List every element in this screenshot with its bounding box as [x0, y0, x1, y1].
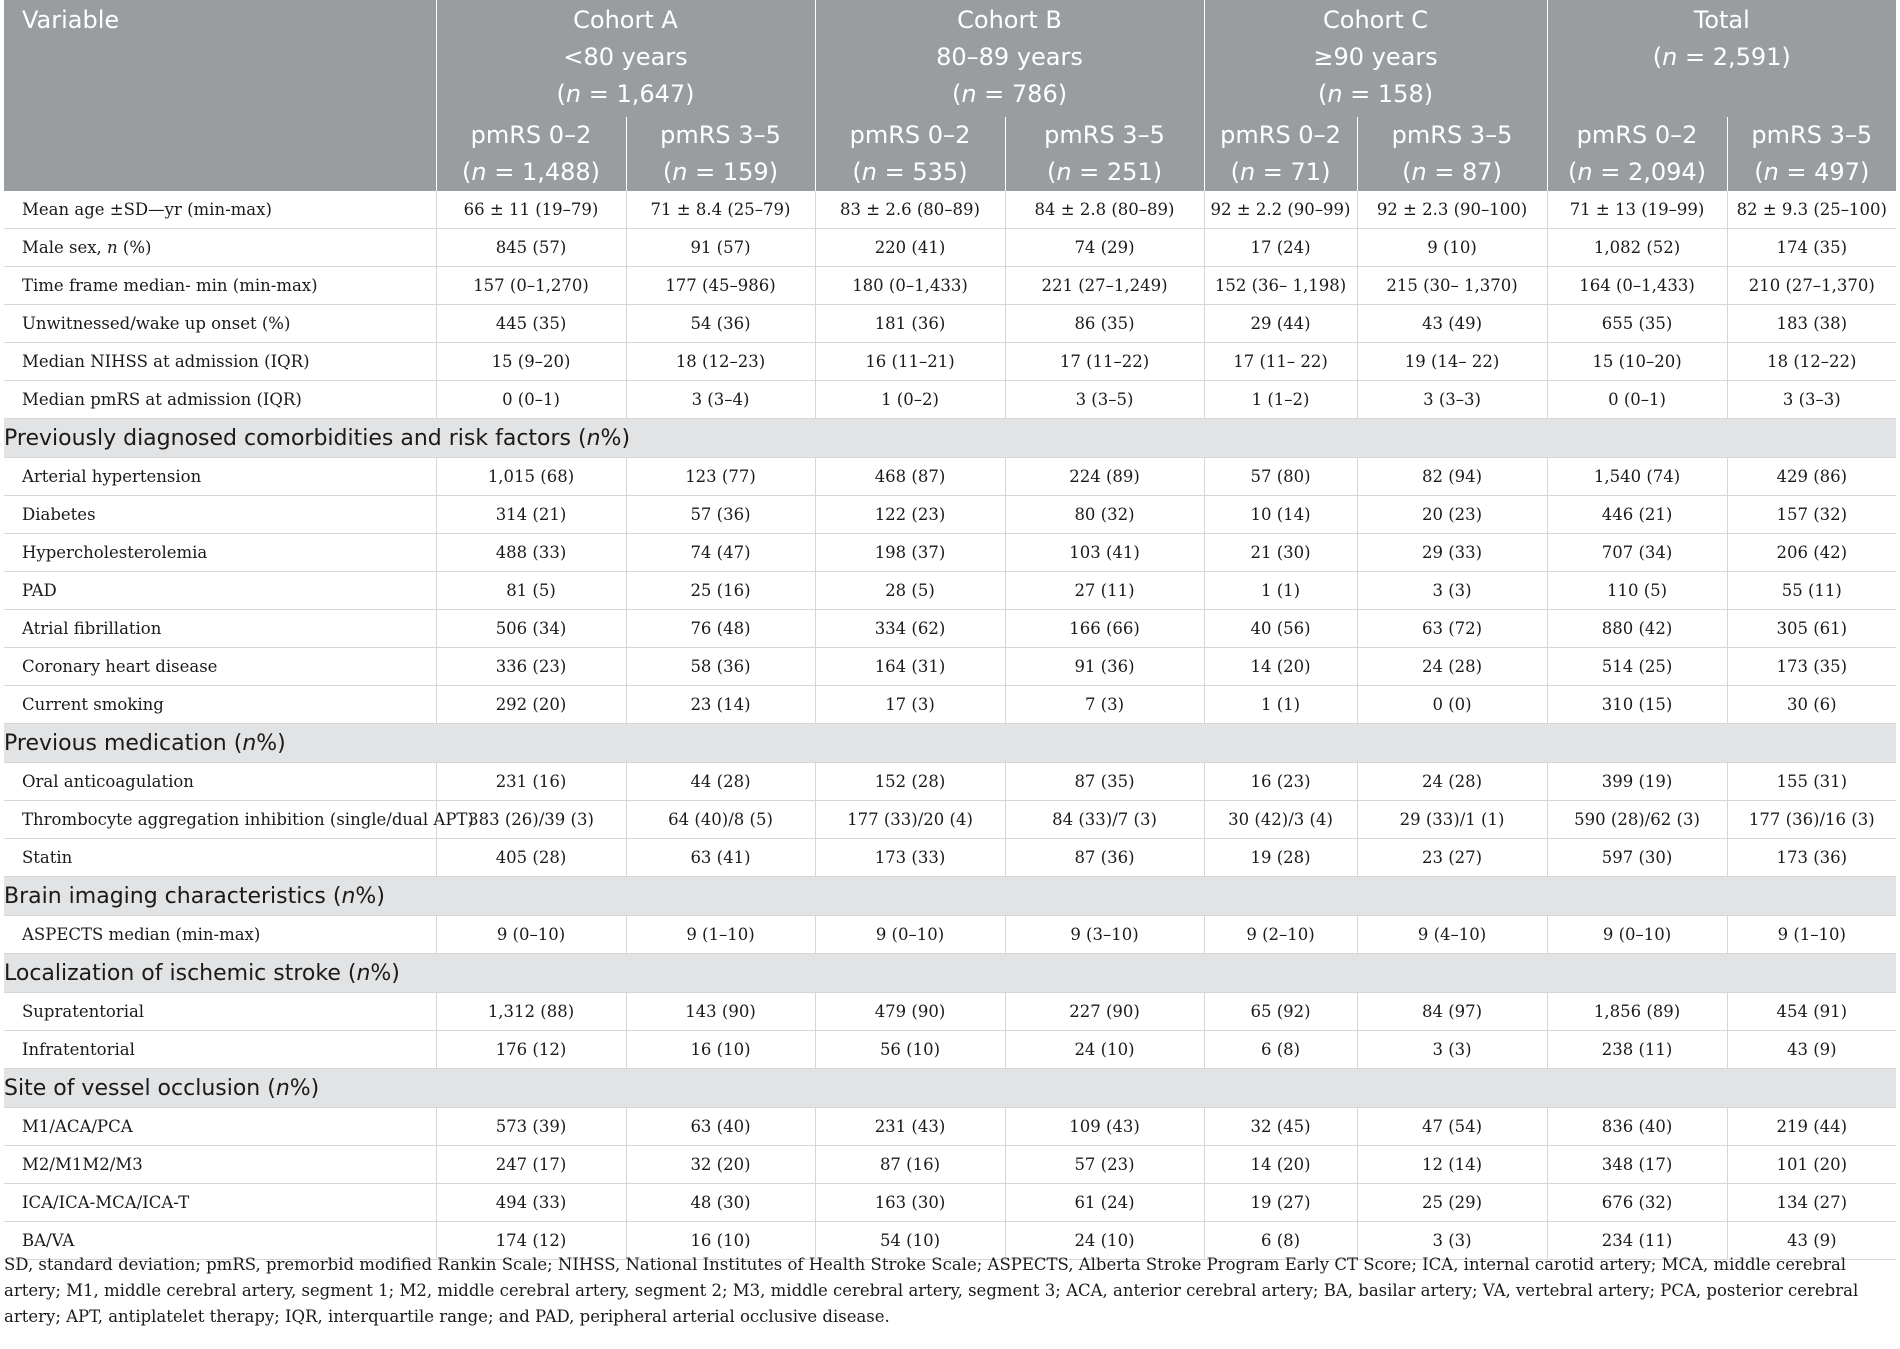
table-cell: 163 (30) [815, 1184, 1005, 1222]
table-cell: 292 (20) [436, 686, 626, 724]
table-cell: 16 (10) [626, 1222, 815, 1260]
table-cell: 215 (30– 1,370) [1357, 267, 1547, 305]
table-cell: 122 (23) [815, 496, 1005, 534]
table-cell: 173 (35) [1727, 648, 1896, 686]
table-cell: 14 (20) [1204, 1146, 1357, 1184]
table-row [4, 305, 1896, 343]
table-row [4, 839, 1896, 877]
table-cell: 40 (56) [1204, 610, 1357, 648]
table-row [4, 801, 1896, 839]
row-label: Atrial fibrillation [4, 610, 436, 648]
table-cell: 224 (89) [1005, 458, 1204, 496]
header-cohort-c: Cohort C ≥90 years (n = 158) [1204, 0, 1547, 117]
table-cell: 446 (21) [1547, 496, 1727, 534]
table-cell: 3 (3) [1357, 572, 1547, 610]
table-cell: 227 (90) [1005, 993, 1204, 1031]
table-cell: 9 (0–10) [815, 916, 1005, 954]
table-cell: 180 (0–1,433) [815, 267, 1005, 305]
table-cell: 181 (36) [815, 305, 1005, 343]
table-cell: 206 (42) [1727, 534, 1896, 572]
table-cell: 220 (41) [815, 229, 1005, 267]
table-cell: 676 (32) [1547, 1184, 1727, 1222]
header-total: Total (n = 2,591) [1547, 0, 1896, 117]
table-cell: 66 ± 11 (19–79) [436, 191, 626, 229]
table-cell: 164 (31) [815, 648, 1005, 686]
table-cell: 3 (3–3) [1727, 381, 1896, 419]
table-cell: 17 (3) [815, 686, 1005, 724]
table-cell: 0 (0–1) [1547, 381, 1727, 419]
table-cell: 9 (3–10) [1005, 916, 1204, 954]
table-cell: 231 (16) [436, 763, 626, 801]
table-cell: 25 (29) [1357, 1184, 1547, 1222]
table-cell: 17 (11– 22) [1204, 343, 1357, 381]
row-label: Arterial hypertension [4, 458, 436, 496]
header-row-subgroups [4, 117, 1896, 191]
table-cell: 29 (44) [1204, 305, 1357, 343]
section-title: Previously diagnosed comorbidities and risk factors (n%) [4, 419, 1896, 458]
table-row [4, 763, 1896, 801]
table-cell: 24 (10) [1005, 1222, 1204, 1260]
table-cell: 836 (40) [1547, 1108, 1727, 1146]
row-label: Supratentorial [4, 993, 436, 1031]
table-cell: 210 (27–1,370) [1727, 267, 1896, 305]
table-cell: 166 (66) [1005, 610, 1204, 648]
table-cell: 76 (48) [626, 610, 815, 648]
table-cell: 336 (23) [436, 648, 626, 686]
table-cell: 74 (29) [1005, 229, 1204, 267]
table-cell: 16 (10) [626, 1031, 815, 1069]
table-cell: 445 (35) [436, 305, 626, 343]
header-subgroup: pmRS 3–5 (n = 251) [1005, 117, 1204, 191]
table-cell: 9 (2–10) [1204, 916, 1357, 954]
table-cell: 103 (41) [1005, 534, 1204, 572]
table-cell: 57 (36) [626, 496, 815, 534]
table-cell: 57 (80) [1204, 458, 1357, 496]
table-cell: 0 (0) [1357, 686, 1547, 724]
table-row [4, 686, 1896, 724]
table-cell: 21 (30) [1204, 534, 1357, 572]
row-label: Statin [4, 839, 436, 877]
table-cell: 44 (28) [626, 763, 815, 801]
row-label: Current smoking [4, 686, 436, 724]
table-cell: 880 (42) [1547, 610, 1727, 648]
section-title: Previous medication (n%) [4, 724, 1896, 763]
row-label: Coronary heart disease [4, 648, 436, 686]
table-cell: 157 (32) [1727, 496, 1896, 534]
row-label: ASPECTS median (min-max) [4, 916, 436, 954]
table-cell: 3 (3–4) [626, 381, 815, 419]
table-cell: 56 (10) [815, 1031, 1005, 1069]
table-cell: 845 (57) [436, 229, 626, 267]
table-cell: 310 (15) [1547, 686, 1727, 724]
table-row [4, 458, 1896, 496]
table-cell: 55 (11) [1727, 572, 1896, 610]
header-subgroup: pmRS 0–2 (n = 2,094) [1547, 117, 1727, 191]
table-cell: 92 ± 2.3 (90–100) [1357, 191, 1547, 229]
table-row [4, 610, 1896, 648]
header-cohort-b: Cohort B 80–89 years (n = 786) [815, 0, 1204, 117]
row-label: Infratentorial [4, 1031, 436, 1069]
table-cell: 17 (11–22) [1005, 343, 1204, 381]
table-cell: 19 (27) [1204, 1184, 1357, 1222]
table-cell: 7 (3) [1005, 686, 1204, 724]
table-cell: 123 (77) [626, 458, 815, 496]
row-label: M2/M1M2/M3 [4, 1146, 436, 1184]
table-cell: 82 ± 9.3 (25–100) [1727, 191, 1896, 229]
section-header-row [4, 419, 1896, 458]
table-cell: 514 (25) [1547, 648, 1727, 686]
table-cell: 164 (0–1,433) [1547, 267, 1727, 305]
table-cell: 47 (54) [1357, 1108, 1547, 1146]
section-title: Localization of ischemic stroke (n%) [4, 954, 1896, 993]
table-cell: 32 (20) [626, 1146, 815, 1184]
table-cell: 152 (28) [815, 763, 1005, 801]
table-cell: 183 (38) [1727, 305, 1896, 343]
table-cell: 1,015 (68) [436, 458, 626, 496]
table-cell: 9 (1–10) [626, 916, 815, 954]
table-cell: 1,082 (52) [1547, 229, 1727, 267]
table-cell: 305 (61) [1727, 610, 1896, 648]
row-label: Male sex, n (%) [4, 229, 436, 267]
table-cell: 198 (37) [815, 534, 1005, 572]
table-cell: 24 (28) [1357, 763, 1547, 801]
table-cell: 1 (1) [1204, 572, 1357, 610]
table-cell: 110 (5) [1547, 572, 1727, 610]
table-cell: 82 (94) [1357, 458, 1547, 496]
table-cell: 143 (90) [626, 993, 815, 1031]
table-row [4, 1108, 1896, 1146]
table-row [4, 381, 1896, 419]
row-label: PAD [4, 572, 436, 610]
table-cell: 429 (86) [1727, 458, 1896, 496]
table-cell: 63 (72) [1357, 610, 1547, 648]
section-header-row [4, 724, 1896, 763]
header-subgroup: pmRS 3–5 (n = 87) [1357, 117, 1547, 191]
table-cell: 9 (0–10) [436, 916, 626, 954]
table-cell: 81 (5) [436, 572, 626, 610]
table-footnote: SD, standard deviation; pmRS, premorbid modified Rankin Scale; NIHSS, National Institutes of Health Stroke Scale; ASPECTS, Alberta Stroke Program Early CT Score; ICA, internal carotid artery; MCA, middle cerebral artery; M1, middle cerebral artery, segment 1; M2, middle cerebral artery, segment 2; M3, middle cerebral artery, segment 3; ACA, anterior cerebral artery; BA, basilar artery; VA, vertebral artery; PCA, posterior cerebral artery; APT, antiplatelet therapy; IQR, interquartile range; and PAD, peripheral arterial occlusive disease. [4, 1255, 1859, 1326]
table-cell: 174 (12) [436, 1222, 626, 1260]
table-cell: 221 (27–1,249) [1005, 267, 1204, 305]
table-cell: 6 (8) [1204, 1031, 1357, 1069]
table-cell: 405 (28) [436, 839, 626, 877]
table-cell: 152 (36– 1,198) [1204, 267, 1357, 305]
table-cell: 83 ± 2.6 (80–89) [815, 191, 1005, 229]
section-header-row [4, 877, 1896, 916]
table-cell: 157 (0–1,270) [436, 267, 626, 305]
table-body [4, 191, 1896, 1260]
table-cell: 573 (39) [436, 1108, 626, 1146]
table-cell: 101 (20) [1727, 1146, 1896, 1184]
table-cell: 84 (33)/7 (3) [1005, 801, 1204, 839]
table-cell: 23 (14) [626, 686, 815, 724]
table-cell: 10 (14) [1204, 496, 1357, 534]
table-cell: 3 (3) [1357, 1222, 1547, 1260]
row-label: BA/VA [4, 1222, 436, 1260]
header-row-cohorts [4, 0, 1896, 117]
table-cell: 19 (14– 22) [1357, 343, 1547, 381]
table-cell: 219 (44) [1727, 1108, 1896, 1146]
table-cell: 65 (92) [1204, 993, 1357, 1031]
table-cell: 9 (4–10) [1357, 916, 1547, 954]
table-cell: 1 (1) [1204, 686, 1357, 724]
table-cell: 173 (33) [815, 839, 1005, 877]
row-label: Median NIHSS at admission (IQR) [4, 343, 436, 381]
row-label: Median pmRS at admission (IQR) [4, 381, 436, 419]
table-cell: 348 (17) [1547, 1146, 1727, 1184]
section-title: Site of vessel occlusion (n%) [4, 1069, 1896, 1108]
table-cell: 174 (35) [1727, 229, 1896, 267]
table-row [4, 229, 1896, 267]
row-label: Time frame median- min (min-max) [4, 267, 436, 305]
row-label: Oral anticoagulation [4, 763, 436, 801]
table-cell: 399 (19) [1547, 763, 1727, 801]
row-label: ICA/ICA-MCA/ICA-T [4, 1184, 436, 1222]
table-cell: 590 (28)/62 (3) [1547, 801, 1727, 839]
table-cell: 231 (43) [815, 1108, 1005, 1146]
table-cell: 29 (33)/1 (1) [1357, 801, 1547, 839]
table-row [4, 496, 1896, 534]
table-cell: 71 ± 8.4 (25–79) [626, 191, 815, 229]
table-cell: 15 (10–20) [1547, 343, 1727, 381]
table-cell: 454 (91) [1727, 993, 1896, 1031]
table-cell: 19 (28) [1204, 839, 1357, 877]
row-label: Diabetes [4, 496, 436, 534]
table-cell: 1,312 (88) [436, 993, 626, 1031]
table-cell: 3 (3–5) [1005, 381, 1204, 419]
table-cell: 383 (26)/39 (3) [436, 801, 626, 839]
table-cell: 32 (45) [1204, 1108, 1357, 1146]
table-cell: 54 (10) [815, 1222, 1005, 1260]
table-cell: 54 (36) [626, 305, 815, 343]
header-empty [4, 117, 436, 191]
table-cell: 43 (49) [1357, 305, 1547, 343]
table-cell: 488 (33) [436, 534, 626, 572]
table-cell: 9 (1–10) [1727, 916, 1896, 954]
table-cell: 173 (36) [1727, 839, 1896, 877]
baseline-characteristics-table [4, 0, 1896, 1260]
table-cell: 87 (35) [1005, 763, 1204, 801]
section-header-row [4, 1069, 1896, 1108]
table-cell: 30 (6) [1727, 686, 1896, 724]
table-cell: 87 (16) [815, 1146, 1005, 1184]
table-cell: 16 (11–21) [815, 343, 1005, 381]
table-cell: 12 (14) [1357, 1146, 1547, 1184]
table-cell: 9 (0–10) [1547, 916, 1727, 954]
table-cell: 15 (9–20) [436, 343, 626, 381]
row-label: Hypercholesterolemia [4, 534, 436, 572]
table-row [4, 534, 1896, 572]
section-header-row [4, 954, 1896, 993]
table-cell: 87 (36) [1005, 839, 1204, 877]
table-cell: 86 (35) [1005, 305, 1204, 343]
table-cell: 177 (45–986) [626, 267, 815, 305]
table-cell: 247 (17) [436, 1146, 626, 1184]
header-subgroup: pmRS 0–2 (n = 1,488) [436, 117, 626, 191]
table-cell: 74 (47) [626, 534, 815, 572]
table-cell: 58 (36) [626, 648, 815, 686]
table-cell: 1,540 (74) [1547, 458, 1727, 496]
row-label: M1/ACA/PCA [4, 1108, 436, 1146]
header-subgroup: pmRS 3–5 (n = 159) [626, 117, 815, 191]
table-cell: 494 (33) [436, 1184, 626, 1222]
table-cell: 655 (35) [1547, 305, 1727, 343]
table-cell: 63 (41) [626, 839, 815, 877]
table-cell: 506 (34) [436, 610, 626, 648]
table-cell: 48 (30) [626, 1184, 815, 1222]
header-subgroup: pmRS 0–2 (n = 535) [815, 117, 1005, 191]
table-row [4, 993, 1896, 1031]
table-row [4, 267, 1896, 305]
table-cell: 0 (0–1) [436, 381, 626, 419]
table-cell: 57 (23) [1005, 1146, 1204, 1184]
table-cell: 109 (43) [1005, 1108, 1204, 1146]
table-row [4, 572, 1896, 610]
row-label: Unwitnessed/wake up onset (%) [4, 305, 436, 343]
table-cell: 61 (24) [1005, 1184, 1204, 1222]
table-cell: 6 (8) [1204, 1222, 1357, 1260]
table-cell: 1 (0–2) [815, 381, 1005, 419]
table-cell: 43 (9) [1727, 1222, 1896, 1260]
table-cell: 91 (57) [626, 229, 815, 267]
section-title: Brain imaging characteristics (n%) [4, 877, 1896, 916]
table-cell: 80 (32) [1005, 496, 1204, 534]
header-cohort-a: Cohort A <80 years (n = 1,647) [436, 0, 815, 117]
header-variable: Variable [4, 0, 436, 117]
table-cell: 234 (11) [1547, 1222, 1727, 1260]
table-cell: 24 (28) [1357, 648, 1547, 686]
table-cell: 468 (87) [815, 458, 1005, 496]
table-cell: 18 (12–22) [1727, 343, 1896, 381]
header-subgroup: pmRS 0–2 (n = 71) [1204, 117, 1357, 191]
table-cell: 134 (27) [1727, 1184, 1896, 1222]
table-cell: 28 (5) [815, 572, 1005, 610]
table-cell: 334 (62) [815, 610, 1005, 648]
table-cell: 30 (42)/3 (4) [1204, 801, 1357, 839]
header-subgroup: pmRS 3–5 (n = 497) [1727, 117, 1896, 191]
table-cell: 177 (33)/20 (4) [815, 801, 1005, 839]
table-cell: 3 (3) [1357, 1031, 1547, 1069]
table-cell: 17 (24) [1204, 229, 1357, 267]
table-cell: 27 (11) [1005, 572, 1204, 610]
table-cell: 176 (12) [436, 1031, 626, 1069]
table-cell: 25 (16) [626, 572, 815, 610]
table-cell: 84 (97) [1357, 993, 1547, 1031]
table-cell: 14 (20) [1204, 648, 1357, 686]
table-cell: 597 (30) [1547, 839, 1727, 877]
table-cell: 18 (12–23) [626, 343, 815, 381]
table-cell: 71 ± 13 (19–99) [1547, 191, 1727, 229]
table-row [4, 1184, 1896, 1222]
table-cell: 20 (23) [1357, 496, 1547, 534]
table-cell: 177 (36)/16 (3) [1727, 801, 1896, 839]
table-cell: 92 ± 2.2 (90–99) [1204, 191, 1357, 229]
table-cell: 707 (34) [1547, 534, 1727, 572]
table-cell: 29 (33) [1357, 534, 1547, 572]
table-row [4, 1031, 1896, 1069]
table-cell: 63 (40) [626, 1108, 815, 1146]
table-row [4, 1146, 1896, 1184]
table-cell: 16 (23) [1204, 763, 1357, 801]
table-cell: 3 (3–3) [1357, 381, 1547, 419]
table-cell: 155 (31) [1727, 763, 1896, 801]
table-cell: 1,856 (89) [1547, 993, 1727, 1031]
row-label: Mean age ±SD—yr (min-max) [4, 191, 436, 229]
table-cell: 314 (21) [436, 496, 626, 534]
row-label: Thrombocyte aggregation inhibition (single/dual APT) [4, 801, 436, 839]
table-cell: 91 (36) [1005, 648, 1204, 686]
table-cell: 1 (1–2) [1204, 381, 1357, 419]
table-cell: 43 (9) [1727, 1031, 1896, 1069]
table-cell: 238 (11) [1547, 1031, 1727, 1069]
table-row [4, 343, 1896, 381]
table-row [4, 191, 1896, 229]
table-cell: 24 (10) [1005, 1031, 1204, 1069]
table-cell: 64 (40)/8 (5) [626, 801, 815, 839]
table-cell: 9 (10) [1357, 229, 1547, 267]
table-cell: 23 (27) [1357, 839, 1547, 877]
table-row [4, 648, 1896, 686]
table-row [4, 916, 1896, 954]
table-cell: 479 (90) [815, 993, 1005, 1031]
table-cell: 84 ± 2.8 (80–89) [1005, 191, 1204, 229]
